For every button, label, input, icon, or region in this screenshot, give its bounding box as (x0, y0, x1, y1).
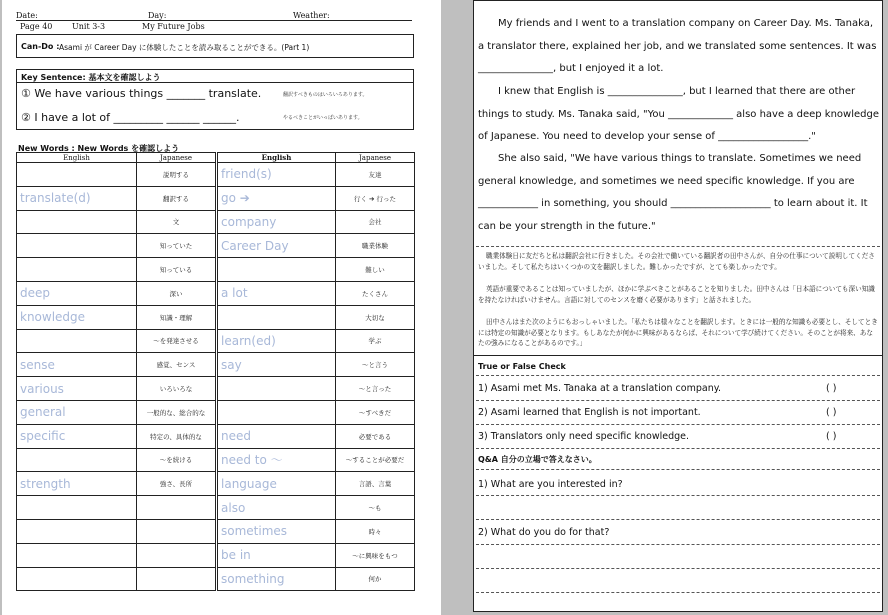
vocab-row (218, 353, 415, 377)
vocab-japanese-cell: 深い (137, 281, 216, 305)
vocab-english-cell[interactable]: something (218, 567, 336, 591)
header-rule (16, 20, 412, 21)
vocab-row (17, 448, 216, 472)
vocab-english-cell[interactable]: company (218, 210, 336, 234)
vocab-japanese-cell: たくさん (336, 281, 415, 305)
translation-paragraph-3: 田中さんはまた次のようにもおっしゃいました。「私たちは様々なことを翻訳します。ときには一般的な知識も必要とし、そしてときには特定の知識が必要となります。もしあなたが何かに興味があるならば、それについて学び続けてください。そのことが将来、あなたの強みになることがあるのです。」 (478, 318, 878, 348)
key-sentence-1: ① We have various things _______ translate. (21, 87, 262, 100)
vocab-row (218, 543, 415, 567)
vocab-row (17, 163, 216, 187)
new-words-label: New Words : New Words を確認しよう (18, 144, 180, 153)
vocab-japanese-cell: ～を発達させる (137, 329, 216, 353)
vocab-japanese-cell: 感覚、センス (137, 353, 216, 377)
vocab-japanese-cell: 学ぶ (336, 329, 415, 353)
vocab-japanese-cell: 強さ、長所 (137, 472, 216, 496)
vocab-row (17, 496, 216, 520)
translation-paragraph-2: 英語が重要であることは知っていましたが、ほかに学ぶべきことがあることを知りました。田中さんは「日本語についても深い知識を持たなければいけません。言語に対してのセンスを磨く必要があります」と話されました。 (478, 285, 875, 304)
vocab-row (17, 543, 216, 567)
vocab-japanese-cell (137, 496, 216, 520)
vocab-japanese-cell: 一般的な、総合的な (137, 400, 216, 424)
vocab-row (218, 496, 415, 520)
vocab-row (17, 234, 216, 258)
column-header-english: English (17, 153, 137, 163)
vocab-row (218, 281, 415, 305)
vocab-japanese-cell: ～すべきだ (336, 400, 415, 424)
key-sentence-2: ② I have a lot of _________ ______ ______. (21, 111, 240, 124)
vocab-row (17, 519, 216, 543)
vocab-row (17, 567, 216, 591)
vocab-row (17, 305, 216, 329)
column-header-english: English (218, 153, 336, 163)
page-number: Page 40 (20, 22, 53, 31)
qa-answer-line-2[interactable] (476, 568, 880, 569)
vocab-japanese-cell: 説明する (137, 163, 216, 187)
vocab-japanese-cell: いろいろな (137, 377, 216, 401)
vocab-english-cell[interactable]: friend(s) (218, 163, 336, 187)
vocab-japanese-cell: ～を続ける (137, 448, 216, 472)
key-sentence-label: Key Sentence: 基本文を確認しよう (21, 73, 161, 82)
vocab-english-cell[interactable] (17, 163, 137, 187)
passage-paragraph-1: My friends and I went to a translation company on Career Day. Ms. Tanaka, a translator there, explained her job, and we translated some sentences. It was _______________, but I enjoyed it a lot. (478, 18, 877, 74)
vocab-english-cell[interactable]: translate(d) (17, 186, 137, 210)
unit-label: Unit 3-3 (72, 22, 106, 31)
vocab-english-cell[interactable]: learn(ed) (218, 329, 336, 353)
vocab-japanese-cell: 知識・理解 (137, 305, 216, 329)
vocab-japanese-cell: 特定の、具体的な (137, 424, 216, 448)
vocab-row (218, 472, 415, 496)
vocab-row (218, 210, 415, 234)
tf-answer-3[interactable]: ( ) (826, 431, 837, 442)
vocab-english-cell[interactable]: be in (218, 543, 336, 567)
vocab-row (17, 258, 216, 282)
vocab-japanese-cell: 翻訳する (137, 186, 216, 210)
vocab-english-cell[interactable]: general (17, 400, 137, 424)
japanese-translation (474, 249, 882, 355)
vocab-english-cell[interactable] (17, 543, 137, 567)
vocab-english-cell[interactable]: a lot (218, 281, 336, 305)
key-sentence-2-hint: やるべきことがいっぱいあります。 (283, 115, 363, 121)
tf-answer-1[interactable]: ( ) (826, 383, 837, 394)
vocab-english-cell[interactable]: language (218, 472, 336, 496)
right-worksheet-page (473, 0, 883, 612)
passage-paragraph-2: I knew that English is _______________, but I learned that there are other things to study. Ms. Tanaka said, "You _____________ also have a deep knowledge of Japanese. You need to develop your sense of __________________." (478, 86, 879, 142)
vocab-japanese-cell: ～に興味をもつ (336, 543, 415, 567)
vocab-english-cell[interactable] (17, 329, 137, 353)
vocab-english-cell[interactable] (17, 567, 137, 591)
tf-question-2: 2) Asami learned that English is not important. (478, 407, 701, 418)
vocab-english-cell[interactable]: sometimes (218, 519, 336, 543)
vocab-english-cell[interactable]: also (218, 496, 336, 520)
vocab-japanese-cell: 行く ➔ 行った (336, 186, 415, 210)
vocab-row (218, 519, 415, 543)
column-header-japanese: Japanese (137, 153, 216, 163)
vocab-english-cell[interactable]: go ➔ (218, 186, 336, 210)
vocab-row (218, 567, 415, 591)
vocab-english-cell[interactable] (17, 210, 137, 234)
vocab-english-cell[interactable]: need to ～ (218, 448, 336, 472)
vocab-english-cell[interactable] (218, 377, 336, 401)
vocab-row (17, 472, 216, 496)
vocab-japanese-cell: 難しい (336, 258, 415, 282)
vocab-row (17, 377, 216, 401)
vocab-japanese-cell (137, 567, 216, 591)
vocab-english-cell[interactable] (17, 258, 137, 282)
vocab-japanese-cell: 何か (336, 567, 415, 591)
can-do-box (16, 34, 414, 58)
vocab-row (17, 424, 216, 448)
qa-answer-line-1[interactable] (476, 519, 880, 520)
qa-title: Q&A 自分の立場で答えなさい。 (478, 455, 597, 464)
unit-title: My Future Jobs (142, 22, 205, 31)
vocab-row (17, 210, 216, 234)
vocab-japanese-cell: 会社 (336, 210, 415, 234)
vocab-english-cell[interactable] (218, 400, 336, 424)
vocab-english-cell[interactable] (17, 496, 137, 520)
vocab-english-cell[interactable]: need (218, 424, 336, 448)
vocab-english-cell[interactable]: specific (17, 424, 137, 448)
vocab-english-cell[interactable] (218, 258, 336, 282)
qa-question-2: 2) What do you do for that? (478, 527, 610, 538)
vocab-row (218, 377, 415, 401)
left-worksheet-page (2, 0, 441, 615)
weather-label: Weather: (293, 11, 330, 20)
vocab-row (17, 281, 216, 305)
vocab-japanese-cell: 大切な (336, 305, 415, 329)
true-false-title: True or False Check (478, 362, 566, 371)
vocab-row (218, 329, 415, 353)
vocab-english-cell[interactable]: sense (17, 353, 137, 377)
vocab-english-cell[interactable]: deep (17, 281, 137, 305)
vocab-japanese-cell: 知っている (137, 258, 216, 282)
vocab-japanese-cell (137, 543, 216, 567)
vocab-japanese-cell: 友達 (336, 163, 415, 187)
vocab-english-cell[interactable] (17, 519, 137, 543)
key-sentence-1-hint: 翻訳すべきものはいろいろあります。 (283, 92, 368, 98)
vocab-row (218, 186, 415, 210)
vocab-japanese-cell: 時々 (336, 519, 415, 543)
tf-answer-2[interactable]: ( ) (826, 407, 837, 418)
vocab-english-cell[interactable]: strength (17, 472, 137, 496)
vocab-row (218, 258, 415, 282)
tf-question-1: 1) Asami met Ms. Tanaka at a translation company. (478, 383, 722, 394)
vocab-row (218, 234, 415, 258)
translation-paragraph-1: 職業体験日に友だちと私は翻訳会社に行きました。その会社で働いている翻訳者の田中さんが、自分の仕事について説明してくださいました。そして私たちはいくつかの文を翻訳しました。難しかったですが、とても楽しかったです。 (478, 252, 875, 271)
column-header-japanese: Japanese (336, 153, 415, 163)
vocab-japanese-cell: ～も (336, 496, 415, 520)
qa-question-1: 1) What are you interested in? (478, 479, 623, 490)
date-label: Date: (16, 11, 38, 20)
vocab-english-cell[interactable] (218, 305, 336, 329)
can-do-text: Asami が Career Day に体験したことを読み取ることができる。(Part 1) (59, 43, 310, 52)
can-do-label: Can-Do : (21, 42, 60, 51)
tf-question-3: 3) Translators only need specific knowledge. (478, 431, 690, 442)
vocab-japanese-cell: 言語、言葉 (336, 472, 415, 496)
vocab-english-cell[interactable] (17, 448, 137, 472)
vocab-row (218, 400, 415, 424)
reading-passage (474, 1, 882, 247)
vocab-row (17, 400, 216, 424)
vocab-row (218, 448, 415, 472)
vocab-japanese-cell: 知っていた (137, 234, 216, 258)
vocab-english-cell[interactable]: say (218, 353, 336, 377)
vocab-row (218, 163, 415, 187)
vocab-japanese-cell: ～と言う (336, 353, 415, 377)
vocab-english-cell[interactable]: knowledge (17, 305, 137, 329)
vocab-table-left (16, 152, 216, 591)
vocab-japanese-cell (137, 519, 216, 543)
vocab-english-cell[interactable]: Career Day (218, 234, 336, 258)
vocab-english-cell[interactable]: various (17, 377, 137, 401)
vocab-japanese-cell: ～することが必要だ (336, 448, 415, 472)
vocab-japanese-cell: ～と言った (336, 377, 415, 401)
vocab-english-cell[interactable] (17, 234, 137, 258)
key-sentence-box (16, 69, 414, 130)
passage-paragraph-3: She also said, "We have various things to translate. Sometimes we need general knowledge, and sometimes we need specific knowledge. If you are ____________ in something, you should ____________________ to learn about it. It can be your strength in the future." (478, 153, 868, 232)
vocab-row (17, 353, 216, 377)
vocab-japanese-cell: 文 (137, 210, 216, 234)
day-label: Day: (148, 11, 167, 20)
vocab-row (218, 305, 415, 329)
vocab-japanese-cell: 必要である (336, 424, 415, 448)
vocab-japanese-cell: 職業体験 (336, 234, 415, 258)
vocab-row (17, 186, 216, 210)
vocab-table-right (217, 152, 415, 591)
vocab-row (218, 424, 415, 448)
vocab-row (17, 329, 216, 353)
